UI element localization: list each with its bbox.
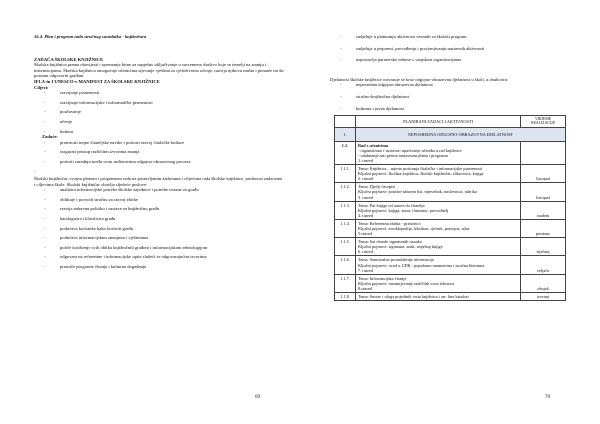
row-number-cell: 1.1.1. bbox=[335, 165, 356, 183]
list-item: - podučava korisnike kako koristiti građu bbox=[34, 226, 286, 232]
row-line: Ključni pojmovi: uvod u UDK : popularno-znanstvena i stručna literatura bbox=[358, 262, 485, 268]
goals-label: Ciljevi: bbox=[34, 84, 49, 90]
row-time-cell: listopad bbox=[521, 165, 566, 183]
row-content-cell bbox=[356, 141, 521, 164]
row-line: Tema: Knjižnica – mjesto poticanja čitalačke i informacijske pismenosti bbox=[358, 166, 483, 172]
row-content-cell bbox=[356, 183, 521, 201]
areas-list bbox=[330, 82, 566, 111]
row-content-cell bbox=[356, 219, 521, 237]
table-row bbox=[335, 183, 566, 201]
list-item: - osigurati pristup različitim izvorima znanja bbox=[34, 149, 286, 155]
dash-separator: - bbox=[34, 168, 36, 174]
page-number-left: 69 bbox=[255, 395, 260, 400]
list-item: - promicati trajne čitateljske navike i poticati razvoj čitalačke kulture bbox=[34, 140, 286, 146]
activities-table bbox=[334, 115, 566, 301]
row-line: 7. razred bbox=[358, 267, 374, 273]
row-line: 8.razred bbox=[358, 285, 372, 291]
row-line: 4. razred bbox=[358, 212, 374, 218]
row-time-cell: veljača bbox=[521, 256, 566, 274]
closing-paragraph: Školski knjižničar, svojim planom i programom rada na postavljanim zadaćama i ciljevima rada školske knjižnice, pridonosi zadaćama i ciljevima škole. Školski knjižničar obavlja sljedeće poslove: bbox=[34, 176, 283, 187]
list-item: - razvijanje informacijske i informatičke pismenosti bbox=[34, 100, 286, 106]
header-plan-cell: PLANIRANI ZADACI I AKTIVNOSTI bbox=[356, 116, 521, 127]
row-line: Ključni pojmovi: školska knjižnica, školski knjižničar, slikovnica, knjiga bbox=[358, 171, 484, 177]
section-number-cell: 1. bbox=[335, 127, 356, 141]
body-paragraph: Djelatnost školske knjižnice ostvaruje se kroz odgojno-obrazovnu djelatnost u školi, a obuhvaća: bbox=[330, 76, 509, 82]
section-title-cell: NEPOSREDNA ODGOJNO-OBRAZOVNA DJELATNOST bbox=[356, 127, 566, 141]
manifest-title: IFLA-in I UNESCO-v MANIFEST ZA ŠKOLSKE KNJIŽNICE bbox=[34, 78, 160, 84]
tasks-list bbox=[34, 140, 286, 165]
table-row bbox=[335, 165, 566, 183]
table-header-row bbox=[335, 116, 566, 127]
row-content-cell bbox=[356, 201, 521, 219]
row-line: 3. razred bbox=[358, 194, 374, 200]
row-line: 1. razred bbox=[358, 157, 374, 163]
top-list bbox=[330, 34, 566, 63]
tasks-label: Zadaće: bbox=[42, 134, 58, 140]
row-number-cell: 1.1.4. bbox=[335, 219, 356, 237]
list-item: - uspostavlja partnerske odnose s vanjskim organizacijama bbox=[330, 57, 566, 63]
list-item: - razvijanje pismenosti bbox=[34, 90, 286, 96]
row-line: - odabiranje sati prema nastavnom planu i programu bbox=[358, 152, 448, 158]
table-row bbox=[335, 201, 566, 219]
row-line: Ključni pojmovi: razumijevanje različitih vrsta tekstova bbox=[358, 280, 455, 286]
intro-paragraph: Školska knjižnica prema obavijesti i spremanje bitne za uspješno uključivanje u suvremeno društvo koje se temelji na znanju i informacijama. Školska knjižnica omogućuje učenicima stjecanje vještina za cjeloživotno učenje, razvija njihovu maštu i pomaže im da postanu odgovorni građani. bbox=[34, 62, 284, 79]
row-line: Rad s učenicima bbox=[358, 142, 389, 148]
header-blank-cell bbox=[335, 116, 356, 127]
table-row bbox=[335, 293, 566, 301]
list-item: - sudjeluje u planiranju aktivnosti vezanih za školski program bbox=[330, 34, 566, 40]
list-item: - kultura bbox=[34, 129, 286, 135]
row-number-cell: 1.1.3. bbox=[335, 201, 356, 219]
row-line: Tema: Samostalno pronalaženje informacija bbox=[358, 257, 434, 263]
row-line: Tema: Dječji časopisi bbox=[358, 184, 396, 190]
row-number-cell: 1.1.2. bbox=[335, 183, 356, 201]
row-content-cell bbox=[356, 165, 521, 183]
section-title: ZADAĆA ŠKOLSKE KNJIŽNICE bbox=[34, 56, 104, 62]
page-number-right: 70 bbox=[545, 395, 550, 400]
list-item: - analizira informacijske potrebe školske zajednice i potrebe vezane za građu bbox=[34, 187, 286, 193]
list-item: - poticati suradnju među svim sudionicima odgojno-obrazovnog procesa bbox=[34, 159, 286, 165]
list-item: - stručno-knjižnična djelatnost bbox=[330, 94, 566, 100]
row-number-cell: 1.1. bbox=[335, 141, 356, 164]
list-item: - razvija nabavnu politiku i sustave za knjižničnu građu bbox=[34, 206, 286, 212]
list-item: - poučavanje bbox=[34, 109, 286, 115]
table-row bbox=[335, 219, 566, 237]
list-item: - sudjeluje u pripremi, provođenju i procjenjivanju nastavnih aktivnosti bbox=[330, 46, 566, 52]
list-item: - učenje bbox=[34, 119, 286, 125]
row-line: 2. razred bbox=[358, 176, 374, 182]
row-time-cell: ožujak bbox=[521, 274, 566, 292]
row-line: Ključni pojmovi: poučno-zabavni list, mjesečnik, naslovnica, rubrika bbox=[358, 189, 477, 195]
row-line: Ključni pojmovi: knjiga, autor, ilustrator, prevoditelj bbox=[358, 207, 449, 213]
table-row bbox=[335, 256, 566, 274]
duties-list bbox=[34, 187, 286, 269]
row-time-cell: travanj bbox=[521, 293, 566, 301]
list-item: - katalogizira i klasificira građu bbox=[34, 216, 286, 222]
row-time-cell: siječanj bbox=[521, 238, 566, 256]
row-time-cell: prosinac bbox=[521, 219, 566, 237]
row-time-cell: studeni bbox=[521, 201, 566, 219]
goals-list bbox=[34, 90, 286, 134]
row-number-cell: 1.1.8. bbox=[335, 293, 356, 301]
list-item: - odgovara na referentne i informacijske upite služeći se odgovarajućim izvorima bbox=[34, 254, 286, 260]
row-line: Tema: Put knjige od autora do čitatelja bbox=[358, 202, 425, 208]
row-line: - organizirano i sustavno upućivanje učenika u rad knjižnice bbox=[358, 147, 462, 153]
row-number-cell: 1.1.7. bbox=[335, 274, 356, 292]
table-row bbox=[335, 141, 566, 164]
header-time-cell: VRIJEME REALIZACIJE bbox=[521, 116, 566, 127]
row-content-cell bbox=[356, 293, 521, 301]
list-item: - potiče korištenje svih oblika knjižničnih građom i informacijskom tehnologijom bbox=[34, 245, 270, 251]
table-body bbox=[335, 141, 566, 300]
table-section-row bbox=[335, 127, 566, 141]
row-line: 5.razred bbox=[358, 231, 372, 237]
row-line: Tema: Informacijsko čitanje bbox=[358, 275, 407, 281]
row-content-cell bbox=[356, 274, 521, 292]
row-line: Tema: Referentna zbirka - priručnici bbox=[358, 220, 421, 226]
table-row bbox=[335, 238, 566, 256]
list-item: - oblikuje i provodi stručnu za razvoj zbirke bbox=[34, 197, 286, 203]
row-content-cell bbox=[356, 256, 521, 274]
row-time-cell bbox=[521, 141, 566, 164]
list-item: - podučava informacijskim znanjima i vještinama bbox=[34, 235, 286, 241]
row-number-cell: 1.1.5. bbox=[335, 238, 356, 256]
row-line: Tema: Sat obrade signaturnih oznaka bbox=[358, 239, 422, 245]
list-item: - neposredna odgojno-obrazovna djelatnost bbox=[330, 82, 566, 88]
row-line: 6. razred bbox=[358, 249, 374, 255]
row-number-cell: 1.1.6. bbox=[335, 256, 356, 274]
row-time-cell: listopad bbox=[521, 183, 566, 201]
row-line: Ključni pojmovi: enciklopedija, leksikon, rječnik, pravopis, atlas bbox=[358, 225, 470, 231]
list-item: - promiče programe čitanja i kulturna događanja bbox=[34, 264, 286, 270]
right-page bbox=[300, 0, 600, 424]
page-heading: 16.4. Plan i program rada stručnog suradnika - knjižničara bbox=[34, 34, 147, 39]
row-line: Ključni pojmovi: signatura, znak, smještaj knjige bbox=[358, 244, 443, 250]
table-row bbox=[335, 274, 566, 292]
row-line: Tema: Sustav i uloga pojedinih vrsta knjižnica i on- line katalozi bbox=[358, 294, 469, 299]
row-content-cell bbox=[356, 238, 521, 256]
list-item: - kulturna i javna djelatnost bbox=[330, 106, 566, 112]
